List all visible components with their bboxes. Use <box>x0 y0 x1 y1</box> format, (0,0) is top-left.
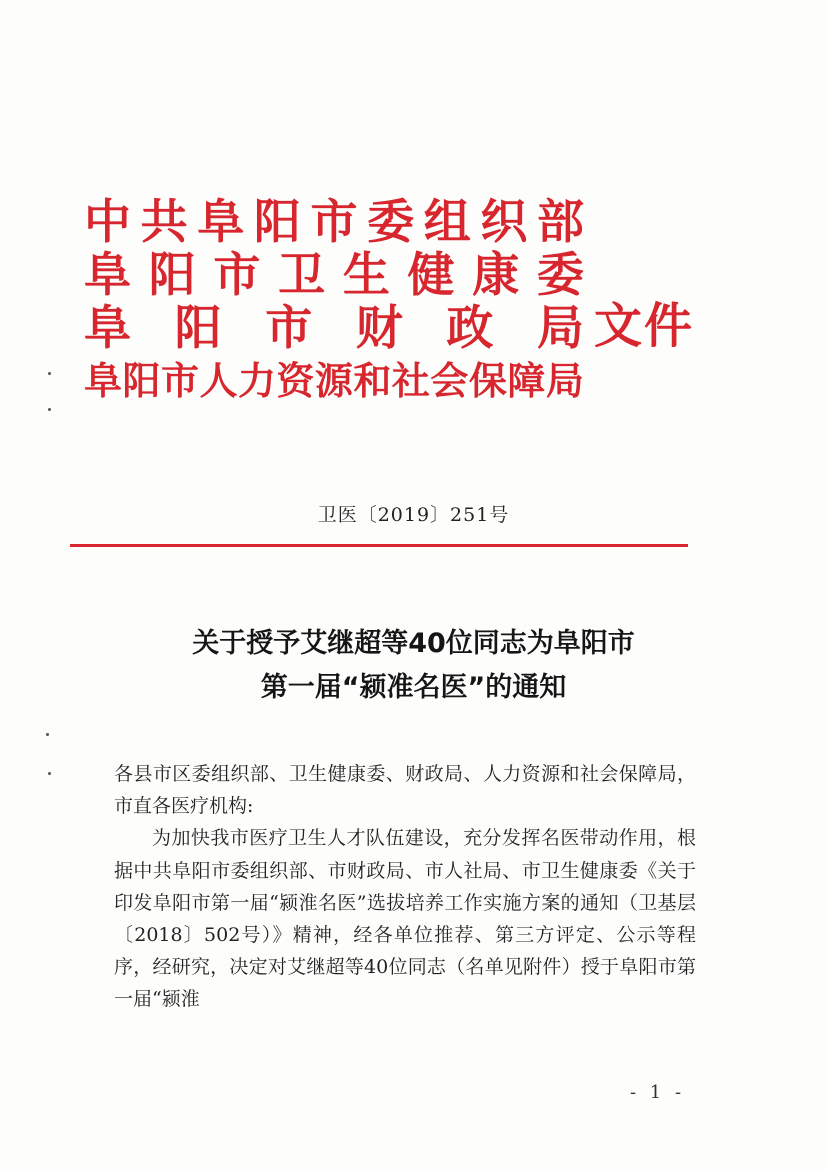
document-number: 卫医〔2019〕251号 <box>317 504 510 526</box>
body-paragraph: 为加快我市医疗卫生人才队伍建设，充分发挥名医带动作用，根据中共阜阳市委组织部、市财政局、市人社局、市卫生健康委《关于印发阜阳市第一届“颍淮名医”选拔培养工作实施方案的通知（卫基层〔2018〕502号）》精神，经各单位推荐、第三方评定、公示等程序，经研究，决定对艾继超等40位同志（名单见附件）授于阜阳市第一届“颍淮 <box>114 827 696 1011</box>
scan-speck <box>48 372 51 375</box>
issuer-block <box>84 196 584 408</box>
scan-speck <box>46 733 49 736</box>
scan-speck <box>48 772 51 775</box>
title-line-1: 关于授予艾继超等40位同志为阜阳市 <box>192 628 635 659</box>
addressee: 各县市区委组织部、卫生健康委、财政局、人力资源和社会保障局，市直各医疗机构: <box>114 763 696 818</box>
document-title <box>0 622 827 710</box>
red-divider <box>70 544 688 547</box>
issuer-line-1: 中 共 阜 阳 市 委 组 织 部 <box>84 195 584 250</box>
scan-speck <box>48 408 51 411</box>
document-body <box>114 758 696 1016</box>
file-label: 文件 <box>594 298 695 354</box>
issuer-line-4: 阜 阳 市 人 力 资 源 和 社 会 保 障 局 <box>84 359 584 403</box>
title-line-2: 第一届“颍准名医”的通知 <box>260 672 567 703</box>
issuer-line-3: 阜 阳 市 财 政 局 <box>84 301 584 356</box>
issuer-line-2: 阜 阳 市 卫 生 健 康 委 <box>84 248 584 303</box>
page-number: - 1 - <box>630 1082 686 1103</box>
